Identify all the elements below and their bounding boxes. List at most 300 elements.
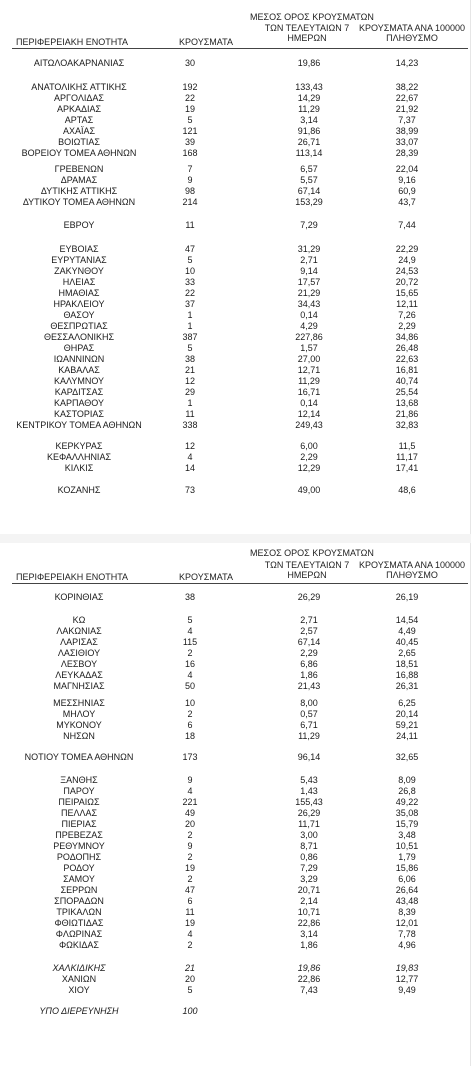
region-cell: ΑΡΤΑΣ: [64, 115, 94, 125]
table-row: [0, 441, 471, 452]
region-cell: ΑΙΤΩΛΟΑΚΑΡΝΑΝΙΑΣ: [33, 58, 125, 68]
region-cell: ΥΠΟ ΔΙΕΡΕΥΝΗΣΗ: [39, 1006, 119, 1016]
cases-cell: 10: [184, 266, 195, 276]
header-avg-line2: ΤΩΝ ΤΕΛΕΥΤΑΙΩΝ 7: [264, 560, 350, 570]
avg-7day-cell: 20,71: [297, 885, 321, 895]
avg-7day-cell: 96,14: [297, 752, 321, 762]
table-row: [0, 148, 471, 159]
avg-7day-cell: 7,29: [300, 220, 318, 230]
per-100k-cell: 15,79: [395, 819, 419, 829]
cases-cell: 47: [184, 885, 195, 895]
avg-7day-cell: 12,29: [297, 463, 321, 473]
cases-cell: 33: [184, 277, 195, 287]
region-cell: ΜΥΚΟΝΟΥ: [56, 720, 102, 730]
table-row: [0, 104, 471, 115]
table-row: [0, 409, 471, 420]
avg-7day-cell: 153,29: [295, 197, 323, 207]
region-cell: ΚΕΝΤΡΙΚΟΥ ΤΟΜΕΑ ΑΘΗΝΩΝ: [16, 420, 142, 430]
table-row: [0, 709, 471, 720]
region-cell: ΞΑΝΘΗΣ: [60, 775, 98, 785]
region-cell: ΔΡΑΜΑΣ: [60, 175, 98, 185]
region-cell: ΚΟΖΑΝΗΣ: [57, 485, 101, 495]
cases-cell: 2: [187, 874, 193, 884]
avg-7day-cell: 8,71: [300, 841, 318, 851]
cases-cell: 2: [187, 940, 193, 950]
per-100k-cell: 22,67: [395, 93, 419, 103]
region-cell: ΖΑΚΥΝΘΟΥ: [54, 266, 104, 276]
table-row: [0, 332, 471, 343]
per-100k-cell: 22,29: [395, 244, 419, 254]
table-row: [0, 874, 471, 885]
per-100k-cell: 6,06: [398, 874, 416, 884]
avg-7day-cell: 227,86: [295, 332, 323, 342]
header-divider: [12, 48, 468, 49]
header-per100k-line2: ΠΛΗΘΥΣΜΟ: [386, 33, 438, 43]
per-100k-cell: 25,54: [395, 387, 419, 397]
panel-separator: [0, 534, 471, 543]
per-100k-cell: 38,22: [395, 82, 419, 92]
region-cell: ΜΗΛΟΥ: [62, 709, 96, 719]
region-cell: ΝΟΤΙΟΥ ΤΟΜΕΑ ΑΘΗΝΩΝ: [24, 752, 134, 762]
region-cell: ΘΑΣΟΥ: [63, 310, 95, 320]
avg-7day-cell: 0,86: [300, 852, 318, 862]
region-cell: ΣΠΟΡΑΔΩΝ: [54, 896, 104, 906]
region-cell: ΔΥΤΙΚΗΣ ΑΤΤΙΚΗΣ: [40, 186, 118, 196]
cases-cell: 5: [187, 343, 193, 353]
per-100k-cell: 17,41: [395, 463, 419, 473]
per-100k-cell: 6,25: [398, 698, 416, 708]
table-row: [0, 485, 471, 496]
table-row: [0, 321, 471, 332]
cases-cell: 19: [184, 918, 195, 928]
avg-7day-cell: 0,57: [300, 709, 318, 719]
region-cell: ΕΥΡΥΤΑΝΙΑΣ: [51, 255, 107, 265]
per-100k-cell: 4,49: [398, 626, 416, 636]
avg-7day-cell: 21,29: [297, 288, 321, 298]
avg-7day-cell: 6,57: [300, 164, 318, 174]
region-cell: ΘΕΣΠΡΩΤΙΑΣ: [50, 321, 108, 331]
table-row: [0, 398, 471, 409]
cases-cell: 9: [187, 175, 193, 185]
cases-cell: 1: [187, 398, 193, 408]
table-row: [0, 786, 471, 797]
cases-cell: 30: [184, 58, 195, 68]
header-region: ΠΕΡΙΦΕΡΕΙΑΚΗ ΕΝΟΤΗΤΑ: [16, 37, 129, 47]
table-row: [0, 277, 471, 288]
table-row: [0, 808, 471, 819]
avg-7day-cell: 3,14: [300, 115, 318, 125]
avg-7day-cell: 5,57: [300, 175, 318, 185]
avg-7day-cell: 10,71: [297, 907, 321, 917]
per-100k-cell: 4,96: [398, 940, 416, 950]
avg-7day-cell: 6,71: [300, 720, 318, 730]
cases-cell: 4: [187, 626, 193, 636]
per-100k-cell: 11,17: [396, 452, 418, 462]
per-100k-cell: 14,23: [395, 58, 419, 68]
region-cell: ΚΑΒΑΛΑΣ: [58, 365, 100, 375]
table-row: [0, 637, 471, 648]
avg-7day-cell: 27,00: [297, 354, 321, 364]
cases-cell: 16: [184, 659, 195, 669]
per-100k-cell: 7,37: [398, 115, 416, 125]
table-row: [0, 841, 471, 852]
region-cell: ΗΡΑΚΛΕΙΟΥ: [53, 299, 105, 309]
per-100k-cell: 12,11: [396, 299, 418, 309]
cases-cell: 5: [187, 255, 193, 265]
per-100k-cell: 16,88: [395, 670, 419, 680]
table-row: [0, 698, 471, 709]
region-cell: ΚΑΡΠΑΘΟΥ: [53, 398, 105, 408]
cases-cell: 4: [187, 929, 193, 939]
per-100k-cell: 48,6: [398, 485, 416, 495]
cases-cell: 11: [185, 220, 195, 230]
avg-7day-cell: 67,14: [297, 186, 321, 196]
avg-7day-cell: 34,43: [297, 299, 321, 309]
table-row: [0, 648, 471, 659]
region-cell: ΗΛΕΙΑΣ: [62, 277, 96, 287]
table-row: [0, 720, 471, 731]
region-cell: ΠΙΕΡΙΑΣ: [61, 819, 97, 829]
per-100k-cell: 7,44: [398, 220, 416, 230]
per-100k-cell: 32,65: [395, 752, 419, 762]
region-cell: ΠΕΙΡΑΙΩΣ: [58, 797, 100, 807]
header-cases: ΚΡΟΥΣΜΑΤΑ: [179, 37, 233, 47]
table-row: [0, 626, 471, 637]
per-100k-cell: 43,48: [395, 896, 419, 906]
table-row: [0, 175, 471, 186]
per-100k-cell: 9,49: [398, 985, 416, 995]
cases-cell: 2: [187, 709, 193, 719]
cases-cell: 173: [182, 752, 198, 762]
table-row: [0, 58, 471, 69]
region-cell: ΠΑΡΟΥ: [63, 786, 95, 796]
region-cell: ΣΕΡΡΩΝ: [60, 885, 98, 895]
region-cell: ΛΕΣΒΟΥ: [60, 659, 98, 669]
per-100k-cell: 9,16: [398, 175, 416, 185]
cases-cell: 115: [182, 637, 198, 647]
table-row: [0, 220, 471, 231]
region-cell: ΜΕΣΣΗΝΙΑΣ: [53, 698, 105, 708]
per-100k-cell: 38,99: [395, 126, 419, 136]
table-row: [0, 974, 471, 985]
avg-7day-cell: 12,71: [297, 365, 321, 375]
table-row: [0, 863, 471, 874]
avg-7day-cell: 2,71: [300, 615, 318, 625]
avg-7day-cell: 11,29: [298, 104, 320, 114]
region-cell: ΡΟΔΟΠΗΣ: [56, 852, 102, 862]
table-row: [0, 299, 471, 310]
table-row: [0, 288, 471, 299]
avg-7day-cell: 11,29: [298, 731, 320, 741]
cases-cell: 100: [182, 1006, 198, 1016]
region-cell: ΚΑΛΥΜΝΟΥ: [53, 376, 105, 386]
cases-cell: 4: [187, 452, 193, 462]
cases-cell: 10: [184, 698, 195, 708]
region-cell: ΛΑΡΙΣΑΣ: [60, 637, 98, 647]
avg-7day-cell: 1,86: [300, 670, 318, 680]
region-cell: ΘΕΣΣΑΛΟΝΙΚΗΣ: [43, 332, 115, 342]
header-avg-line1: ΜΕΣΟΣ ΟΡΟΣ ΚΡΟΥΣΜΑΤΩΝ: [250, 12, 374, 22]
cases-cell: 21: [184, 365, 195, 375]
cases-cell: 39: [184, 137, 195, 147]
header-region: ΠΕΡΙΦΕΡΕΙΑΚΗ ΕΝΟΤΗΤΑ: [16, 572, 129, 582]
avg-7day-cell: 113,14: [295, 148, 323, 158]
per-100k-cell: 2,65: [398, 648, 416, 658]
table-row: [0, 137, 471, 148]
header-per100k-line2: ΠΛΗΘΥΣΜΟ: [386, 570, 438, 580]
per-100k-cell: 13,68: [395, 398, 419, 408]
header-avg-line1: ΜΕΣΟΣ ΟΡΟΣ ΚΡΟΥΣΜΑΤΩΝ: [250, 548, 374, 558]
header-avg-line3: ΗΜΕΡΩΝ: [287, 33, 327, 43]
region-cell: ΚΟΡΙΝΘΙΑΣ: [54, 592, 104, 602]
table-row: [0, 255, 471, 266]
per-100k-cell: 21,86: [395, 409, 419, 419]
cases-cell: 221: [182, 797, 198, 807]
avg-7day-cell: 2,71: [300, 255, 318, 265]
table-row: [0, 164, 471, 175]
cases-cell: 168: [182, 148, 198, 158]
per-100k-cell: 26,31: [395, 681, 419, 691]
table-row: [0, 670, 471, 681]
avg-7day-cell: 91,86: [297, 126, 321, 136]
cases-cell: 5: [187, 615, 193, 625]
avg-7day-cell: 67,14: [297, 637, 321, 647]
per-100k-cell: 24,9: [398, 255, 416, 265]
cases-cell: 22: [184, 93, 195, 103]
per-100k-cell: 60,9: [398, 186, 416, 196]
per-100k-cell: 34,86: [395, 332, 419, 342]
cases-cell: 14: [184, 463, 195, 473]
header-per100k-line1: ΚΡΟΥΣΜΑΤΑ ΑΝΑ 100000: [359, 560, 465, 570]
cases-cell: 19: [184, 104, 195, 114]
avg-7day-cell: 26,71: [297, 137, 321, 147]
per-100k-cell: 18,51: [395, 659, 419, 669]
per-100k-cell: 24,11: [396, 731, 418, 741]
table-row: [0, 365, 471, 376]
table-row: [0, 186, 471, 197]
per-100k-cell: 40,74: [395, 376, 419, 386]
cases-cell: 73: [184, 485, 195, 495]
table-row: [0, 985, 471, 996]
cases-cell: 9: [187, 841, 193, 851]
region-cell: ΘΗΡΑΣ: [63, 343, 95, 353]
region-cell: ΓΡΕΒΕΝΩΝ: [54, 164, 104, 174]
per-100k-cell: 7,78: [398, 929, 416, 939]
region-cell: ΠΕΛΛΑΣ: [60, 808, 98, 818]
header-avg-line2: ΤΩΝ ΤΕΛΕΥΤΑΙΩΝ 7: [264, 23, 350, 33]
cases-cell: 38: [184, 592, 195, 602]
region-cell: ΦΘΙΩΤΙΔΑΣ: [54, 918, 104, 928]
region-cell: ΙΩΑΝΝΙΝΩΝ: [53, 354, 105, 364]
table-row: [0, 1006, 471, 1017]
avg-7day-cell: 19,86: [297, 58, 321, 68]
per-100k-cell: 12,77: [395, 974, 419, 984]
table-row: [0, 420, 471, 431]
table-row: [0, 354, 471, 365]
region-cell: ΧΙΟΥ: [68, 985, 90, 995]
region-cell: ΧΑΛΚΙΔΙΚΗΣ: [52, 963, 106, 973]
region-cell: ΒΟΡΕΙΟΥ ΤΟΜΕΑ ΑΘΗΝΩΝ: [21, 148, 137, 158]
table-row: [0, 775, 471, 786]
avg-7day-cell: 1,43: [300, 786, 318, 796]
cases-cell: 18: [184, 731, 195, 741]
cases-cell: 50: [184, 681, 195, 691]
table-row: [0, 797, 471, 808]
table-row: [0, 463, 471, 474]
cases-cell: 49: [184, 808, 195, 818]
region-cell: ΕΒΡΟΥ: [63, 220, 95, 230]
region-cell: ΑΧΑΪΑΣ: [62, 126, 96, 136]
avg-7day-cell: 26,29: [297, 592, 321, 602]
per-100k-cell: 26,8: [398, 786, 416, 796]
table-row: [0, 244, 471, 255]
avg-7day-cell: 6,86: [300, 659, 318, 669]
cases-cell: 192: [182, 82, 198, 92]
avg-7day-cell: 3,14: [300, 929, 318, 939]
per-100k-cell: 15,86: [395, 863, 419, 873]
table-row: [0, 452, 471, 463]
avg-7day-cell: 19,86: [297, 963, 321, 973]
avg-7day-cell: 7,29: [300, 863, 318, 873]
table-row: [0, 918, 471, 929]
avg-7day-cell: 49,00: [297, 485, 321, 495]
table-row: [0, 615, 471, 626]
per-100k-cell: 22,63: [395, 354, 419, 364]
avg-7day-cell: 2,14: [300, 896, 318, 906]
cases-cell: 2: [187, 852, 193, 862]
table-row: [0, 885, 471, 896]
table-row: [0, 681, 471, 692]
region-cell: ΠΡΕΒΕΖΑΣ: [55, 830, 103, 840]
avg-7day-cell: 2,29: [300, 452, 318, 462]
table-row: [0, 896, 471, 907]
cases-cell: 7: [187, 164, 193, 174]
per-100k-cell: 26,19: [395, 592, 419, 602]
region-cell: ΑΝΑΤΟΛΙΚΗΣ ΑΤΤΙΚΗΣ: [31, 82, 127, 92]
header-avg-line3: ΗΜΕΡΩΝ: [287, 570, 327, 580]
table-row: [0, 266, 471, 277]
avg-7day-cell: 5,43: [300, 775, 318, 785]
per-100k-cell: 59,21: [395, 720, 419, 730]
cases-cell: 21: [184, 963, 195, 973]
per-100k-cell: 26,48: [395, 343, 419, 353]
region-cell: ΚΑΣΤΟΡΙΑΣ: [54, 409, 104, 419]
cases-cell: 214: [182, 197, 198, 207]
per-100k-cell: 3,48: [398, 830, 416, 840]
cases-cell: 338: [182, 420, 198, 430]
avg-7day-cell: 6,00: [300, 441, 318, 451]
per-100k-cell: 19,83: [395, 963, 419, 973]
region-cell: ΛΑΚΩΝΙΑΣ: [56, 626, 102, 636]
cases-cell: 9: [187, 775, 193, 785]
table-row: [0, 387, 471, 398]
cases-cell: 4: [187, 786, 193, 796]
avg-7day-cell: 249,43: [295, 420, 323, 430]
per-100k-cell: 21,92: [395, 104, 419, 114]
cases-cell: 98: [184, 186, 195, 196]
cases-cell: 6: [187, 720, 193, 730]
table-panel-2: [0, 543, 471, 1066]
per-100k-cell: 35,08: [395, 808, 419, 818]
avg-7day-cell: 7,43: [300, 985, 318, 995]
cases-cell: 29: [184, 387, 195, 397]
per-100k-cell: 43,7: [398, 197, 416, 207]
header-divider: [12, 583, 468, 584]
avg-7day-cell: 3,00: [300, 830, 318, 840]
table-row: [0, 592, 471, 603]
avg-7day-cell: 9,14: [300, 266, 318, 276]
region-cell: ΡΕΘΥΜΝΟΥ: [53, 841, 105, 851]
per-100k-cell: 11,5: [398, 441, 416, 451]
per-100k-cell: 8,39: [398, 907, 416, 917]
region-cell: ΛΕΥΚΑΔΑΣ: [55, 670, 103, 680]
cases-cell: 20: [184, 974, 195, 984]
region-cell: ΕΥΒΟΙΑΣ: [59, 244, 99, 254]
per-100k-cell: 28,39: [395, 148, 419, 158]
table-row: [0, 731, 471, 742]
per-100k-cell: 33,07: [395, 137, 419, 147]
per-100k-cell: 10,51: [395, 841, 419, 851]
per-100k-cell: 20,14: [395, 709, 419, 719]
avg-7day-cell: 2,29: [300, 648, 318, 658]
avg-7day-cell: 17,57: [297, 277, 321, 287]
avg-7day-cell: 3,29: [300, 874, 318, 884]
per-100k-cell: 26,64: [395, 885, 419, 895]
per-100k-cell: 15,65: [395, 288, 419, 298]
table-row: [0, 752, 471, 763]
region-cell: ΚΙΛΚΙΣ: [64, 463, 94, 473]
cases-cell: 12: [184, 441, 195, 451]
cases-cell: 1: [187, 321, 193, 331]
table-row: [0, 115, 471, 126]
per-100k-cell: 40,45: [395, 637, 419, 647]
region-cell: ΚΩ: [72, 615, 86, 625]
cases-cell: 2: [187, 830, 193, 840]
avg-7day-cell: 155,43: [295, 797, 323, 807]
cases-cell: 22: [184, 288, 195, 298]
region-cell: ΛΑΣΙΘΙΟΥ: [57, 648, 101, 658]
cases-cell: 47: [184, 244, 195, 254]
region-cell: ΜΑΓΝΗΣΙΑΣ: [53, 681, 105, 691]
table-row: [0, 830, 471, 841]
region-cell: ΗΜΑΘΙΑΣ: [58, 288, 100, 298]
table-row: [0, 343, 471, 354]
cases-cell: 37: [184, 299, 195, 309]
per-100k-cell: 2,29: [398, 321, 416, 331]
avg-7day-cell: 0,14: [300, 310, 318, 320]
cases-cell: 5: [187, 115, 193, 125]
per-100k-cell: 32,83: [395, 420, 419, 430]
region-cell: ΦΛΩΡΙΝΑΣ: [55, 929, 103, 939]
per-100k-cell: 12,01: [395, 918, 419, 928]
avg-7day-cell: 133,43: [295, 82, 323, 92]
cases-cell: 387: [182, 332, 198, 342]
avg-7day-cell: 8,00: [300, 698, 318, 708]
avg-7day-cell: 12,14: [297, 409, 321, 419]
avg-7day-cell: 22,86: [297, 918, 321, 928]
cases-cell: 38: [184, 354, 195, 364]
avg-7day-cell: 11,29: [298, 376, 320, 386]
avg-7day-cell: 21,43: [297, 681, 321, 691]
per-100k-cell: 14,54: [395, 615, 419, 625]
region-cell: ΚΕΡΚΥΡΑΣ: [55, 441, 103, 451]
table-row: [0, 310, 471, 321]
region-cell: ΒΟΙΩΤΙΑΣ: [58, 137, 100, 147]
per-100k-cell: 49,22: [395, 797, 419, 807]
cases-cell: 11: [185, 409, 195, 419]
per-100k-cell: 24,53: [395, 266, 419, 276]
table-row: [0, 93, 471, 104]
